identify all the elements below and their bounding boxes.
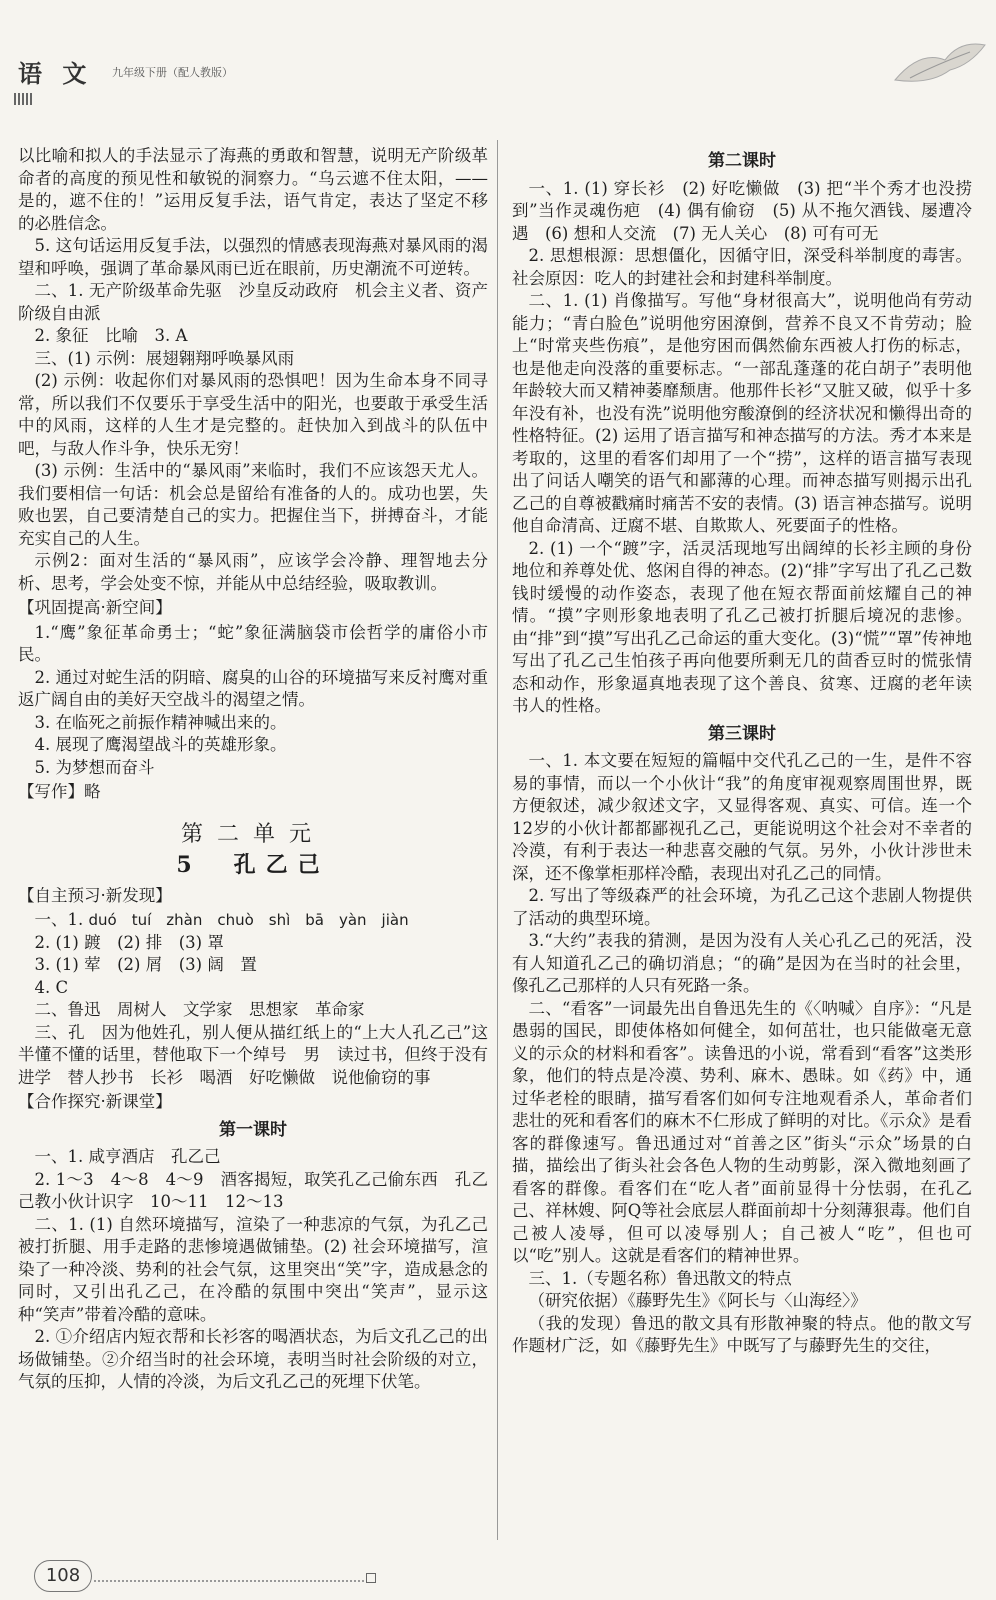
answer-paragraph: 二、鲁迅 周树人 文学家 思想家 革命家 <box>34 1000 365 1019</box>
lesson-period-heading: 第一课时 <box>219 1119 287 1140</box>
answer-paragraph: 3. (1) 荤 (2) 屑 (3) 阔 置 <box>34 955 257 974</box>
section-label: 【写作】略 <box>18 782 101 801</box>
section-label: 【合作探究·新课堂】 <box>18 1092 172 1111</box>
footer-dotted-line <box>94 1580 364 1582</box>
answer-paragraph: 5. 为梦想而奋斗 <box>34 757 155 777</box>
unit-title: 第二单元 <box>180 821 325 847</box>
header-bars-decoration <box>14 90 40 102</box>
right-column <box>512 145 972 1358</box>
answer-paragraph: 二、1. (1) 肖像描写。写他“身材很高大”，说明他尚有劳动能力；“青白脸色”说明他穷困潦倒，营养不良又不肯劳动；脸上“时常夹些伤痕”，是他穷困而偶然偷东西被人打伤的标志，也是他走向没落的重要标志。“一部乱蓬蓬的花白胡子”表明他年龄较大而又精神萎靡颓唐。他那件长衫“又脏又破，似乎十多年没有补，也没有洗”说明他穷酸潦倒的经济状况和懒得出奇的性格特征。(2) 运用了语言描写和神态描写的方法。秀才本来是考取的，这里的看客们却用了一个“捞”，这样的语言描写表现出了问话人嘲笑的语气和鄙薄的心理。而神态描写则揭示出孔乙己的自尊被戳痛时痛苦不安的表情。(3) 语言神态描写。说明他自命清高、迂腐不堪、自欺欺人、死要面子的性格。 <box>512 291 972 535</box>
grade-subtitle: 九年级下册（配人教版） <box>112 66 233 79</box>
answer-paragraph: （我的发现）鲁迅的散文具有形散神聚的特点。他的散文写作题材广泛，如《藤野先生》中既写了与藤野先生的交往， <box>512 1313 972 1355</box>
section-label: 【巩固提高·新空间】 <box>18 598 172 617</box>
answer-paragraph: 示例2：面对生活的“暴风雨”，应该学会冷静、理智地去分析、思考，学会处变不惊，并能从中总结经验，吸取教训。 <box>18 551 488 593</box>
lesson-period-heading: 第二课时 <box>708 151 776 171</box>
answer-paragraph: （研究依据）《藤野先生》《阿长与〈山海经〉》 <box>528 1291 867 1310</box>
answer-paragraph: 2. 思想根源：思想僵化，因循守旧，深受科举制度的毒害。社会原因：吃人的封建社会和封建科举制度。 <box>512 246 972 288</box>
section-label: 【自主预习·新发现】 <box>18 885 172 905</box>
answer-paragraph: (2) 示例：收起你们对暴风雨的恐惧吧！因为生命本身不同寻常，所以我们不仅要乐于享受生活中的阳光，也要敢于承受生活中的风雨，这样的人生才是完整的。赶快加入到战斗的队伍中吧，与敌人作斗争，快乐无穷！ <box>18 371 488 458</box>
answer-paragraph: 2. 写出了等级森严的社会环境，为孔乙己这个悲剧人物提供了活动的典型环境。 <box>512 886 972 928</box>
answer-paragraph: 一、1. 本文要在短短的篇幅中交代孔乙己的一生，是件不容易的事情，而以一个小伙计“我”的角度审视观察周围世界，既方便叙述，减少叙述文字，又显得客观、真实、可信。连一个12岁的小伙计都都鄙视孔乙己，更能说明这个社会对不幸者的冷漠，有利于表达一种悲喜交融的气氛。另外，小伙计涉世未深，还不像掌柜那样冷酷，表现出对孔乙己的同情。 <box>512 751 972 883</box>
answer-paragraph: 5. 这句话运用反复手法，以强烈的情感表现海燕对暴风雨的渴望和呼唤，强调了革命暴风雨已近在眼前，历史潮流不可逆转。 <box>18 236 488 278</box>
answer-paragraph: 一、1. (1) 穿长衫 (2) 好吃懒做 (3) 把“半个秀才也没捞到”当作灵魂伤疤 (4) 偶有偷窃 (5) 从不拖欠酒钱、屡遭冷遇 (6) 想和人交流 (7) 无人关心 (8) 可有可无 <box>512 178 972 243</box>
lesson-title: 5 孔乙己 <box>176 852 330 878</box>
answer-paragraph: 3. 在临死之前振作精神喊出来的。 <box>34 712 287 732</box>
answer-paragraph: 三、(1) 示例：展翅翱翔呼唤暴风雨 <box>34 348 295 368</box>
pinyin-answers: duó tuí zhàn chuò shì bā yàn jiàn <box>88 911 409 929</box>
answer-paragraph: 1.“鹰”象征革命勇士；“蛇”象征满脑袋市侩哲学的庸俗小市民。 <box>18 622 488 664</box>
answer-paragraph: 2. 通过对蛇生活的阴暗、腐臭的山谷的环境描写来反衬鹰对重返广阔自由的美好天空战斗的渴望之情。 <box>18 667 488 709</box>
answer-paragraph: (3) 示例：生活中的“暴风雨”来临时，我们不应该怨天尤人。我们要相信一句话：机会总是留给有准备的人的。成功也罢，失败也罢，自己要清楚自己的实力。把握住当下，拼搏奋斗，才能充实自己的人生。 <box>18 461 488 548</box>
answer-paragraph: 一、1. 咸亨酒店 孔乙己 <box>34 1147 221 1166</box>
answer-paragraph: 2. 象征 比喻 3. A <box>34 326 188 345</box>
item-number: 一、1. <box>34 910 84 929</box>
page-number: 108 <box>34 1560 92 1592</box>
leaf-decoration-icon <box>890 30 990 90</box>
column-divider <box>497 140 498 1540</box>
answer-paragraph: 以比喻和拟人的手法显示了海燕的勇敢和智慧，说明无产阶级革命者的高度的预见性和敏锐的洞察力。“乌云遮不住太阳，——是的，遮不住的！”运用反复手法，语气肯定，表达了坚定不移的必胜信念。 <box>18 146 488 233</box>
answer-paragraph <box>18 909 488 932</box>
answer-paragraph: 4. 展现了鹰渴望战斗的英雄形象。 <box>34 735 287 754</box>
answer-paragraph: 3.“大约”表我的猜测，是因为没有人关心孔乙己的死活，没有人知道孔乙己的确切消息；“的确”是因为在当时的社会里，像孔乙己那样的人只有死路一条。 <box>512 931 972 995</box>
answer-paragraph: 三、孔 因为他姓孔，别人便从描红纸上的“上大人孔乙己”这半懂不懂的话里，替他取下一个绰号 男 读过书，但终于没有进学 替人抄书 长衫 喝酒 好吃懒做 说他偷窃的事 <box>18 1022 488 1087</box>
answer-paragraph: 二、“看客”一词最先出自鲁迅先生的《〈呐喊〉自序》：“凡是愚弱的国民，即使体格如何健全，如何茁壮，也只能做毫无意义的示众的材料和看客”。读鲁迅的小说，常看到“看客”这类形象，他们的特点是冷漠、势利、麻木、愚昧。如《药》中，通过华老栓的眼睛，描写看客们如何专注地观看杀人，革命者们悲壮的死和看客们的麻木不仁形成了鲜明的对比。《示众》是看客的群像速写。鲁迅通过对“首善之区”街头“示众”场景的白描，描绘出了街头社会各色人物的生动剪影，深入微地刻画了看客的群像。看客们在“吃人者”面前显得十分怯弱，在孔乙己、祥林嫂、阿Q等社会底层人群面前却十分刻薄狠毒。他们自己被人凌辱，但可以凌辱别人；自己被人“吃”，但也可以“吃”别人。这就是看客们的精神世界。 <box>512 998 972 1265</box>
page-header <box>0 0 996 100</box>
answer-paragraph: 4. C <box>34 977 69 997</box>
answer-paragraph: 二、1. 无产阶级革命先驱 沙皇反动政府 机会主义者、资产阶级自由派 <box>18 281 488 323</box>
footer-square-icon <box>366 1573 376 1583</box>
answer-paragraph: 二、1. (1) 自然环境描写，渲染了一种悲凉的气氛，为孔乙己被打折腿、用手走路的悲惨境遇做铺垫。(2) 社会环境描写，渲染了一种冷淡、势利的社会气氛，这里突出“笑”字，造成悬念的同时，又引出孔乙己，在冷酷的氛围中突出“笑声”，显示这种“笑声”带着冷酷的意味。 <box>18 1214 488 1324</box>
answer-paragraph: 2. (1) 踱 (2) 排 (3) 罩 <box>34 932 224 952</box>
answer-paragraph: 2. ①介绍店内短衣帮和长衫客的喝酒状态，为后文孔乙己的出场做铺垫。②介绍当时的社会环境，表明当时社会阶级的对立，气氛的压抑，人情的冷淡，为后文孔乙己的死埋下伏笔。 <box>18 1327 488 1391</box>
lesson-period-heading: 第三课时 <box>708 723 776 744</box>
answer-paragraph: 三、1.（专题名称）鲁迅散文的特点 <box>528 1268 792 1288</box>
answer-paragraph: 2. (1) 一个“踱”字，活灵活现地写出阔绰的长衫主顾的身份地位和养尊处优、悠闲自得的神态。(2)“排”字写出了孔乙己数钱时缓慢的动作姿态，表现了他在短衣帮面前炫耀自己的神情。“摸”字则形象地表明了孔乙己被打折腿后境况的悲惨。由“排”到“摸”写出孔乙己命运的重大变化。(3)“慌”“罩”传神地写出了孔乙己生怕孩子再向他要所剩无几的茴香豆时的慌张情态和动作，形象逼真地表现了这个善良、贫寒、迂腐的老年读书人的性格。 <box>512 538 972 715</box>
subject-title: 语 文 <box>18 59 93 88</box>
page-footer <box>0 1560 996 1600</box>
answer-paragraph: 2. 1～3 4～8 4～9 酒客揭短，取笑孔乙己偷东西 孔乙己教小伙计识字 10～11 12～13 <box>18 1169 488 1211</box>
left-column <box>18 145 488 1394</box>
